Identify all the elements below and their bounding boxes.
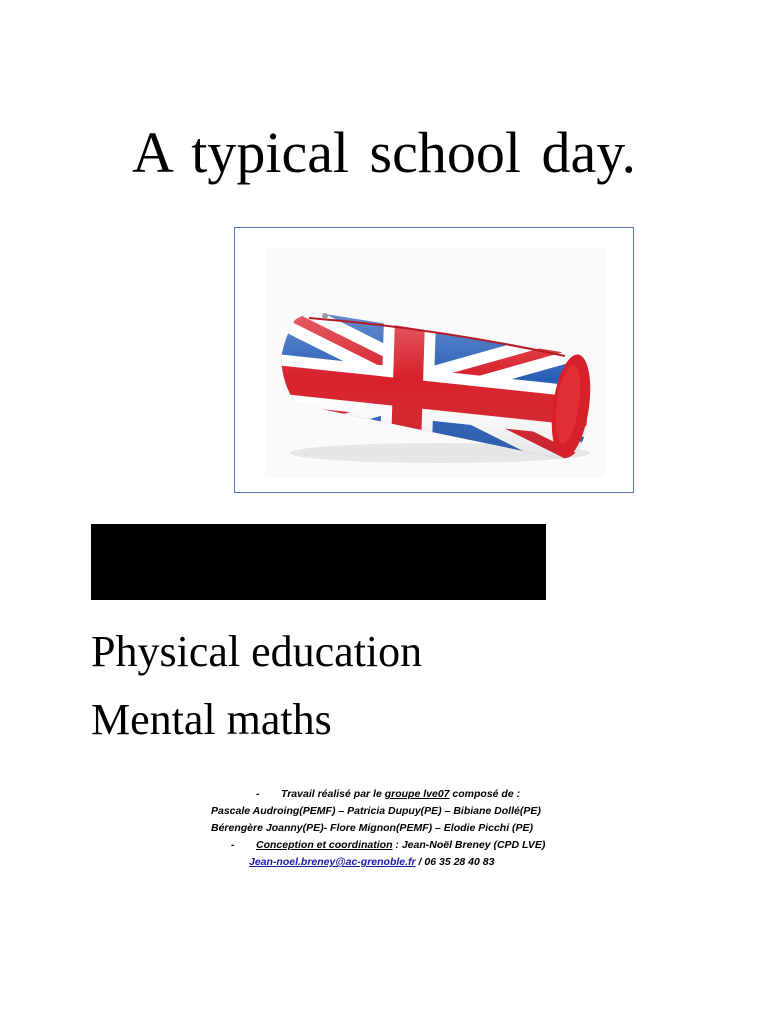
subject-physical-education: Physical education [91, 627, 423, 676]
credit-line-2: Pascale Audroing(PEMF) – Patricia Dupuy(PE) – Bibiane Dollé(PE) [211, 805, 541, 817]
credit-line-4 [231, 837, 545, 854]
credit-suffix: composé de : [449, 788, 521, 800]
coordination-label: Conception et coordination [256, 839, 393, 851]
credit-line-3: Bérengère Joanny(PE)- Flore Mignon(PEMF) – Elodie Picchi (PE) [211, 822, 534, 834]
pencil-case-image [234, 227, 634, 493]
union-jack-pencil-case-icon [235, 228, 634, 493]
phone-number: / 06 35 28 40 83 [415, 856, 495, 868]
credit-line-1 [256, 786, 520, 803]
credit-prefix: Travail réalisé par le [281, 788, 385, 800]
coordination-value: : Jean-Noël Breney (CPD LVE) [392, 839, 546, 851]
email-link[interactable]: Jean-noel.breney@ac-grenoble.fr [249, 856, 416, 868]
subject-mental-maths: Mental maths [91, 695, 332, 744]
group-name: groupe lve07 [384, 788, 450, 800]
bullet: - [231, 839, 235, 851]
credit-line-5 [249, 854, 494, 871]
redaction-bar [91, 524, 546, 600]
bullet: - [256, 788, 260, 800]
page-title: A typical school day. [132, 120, 636, 185]
